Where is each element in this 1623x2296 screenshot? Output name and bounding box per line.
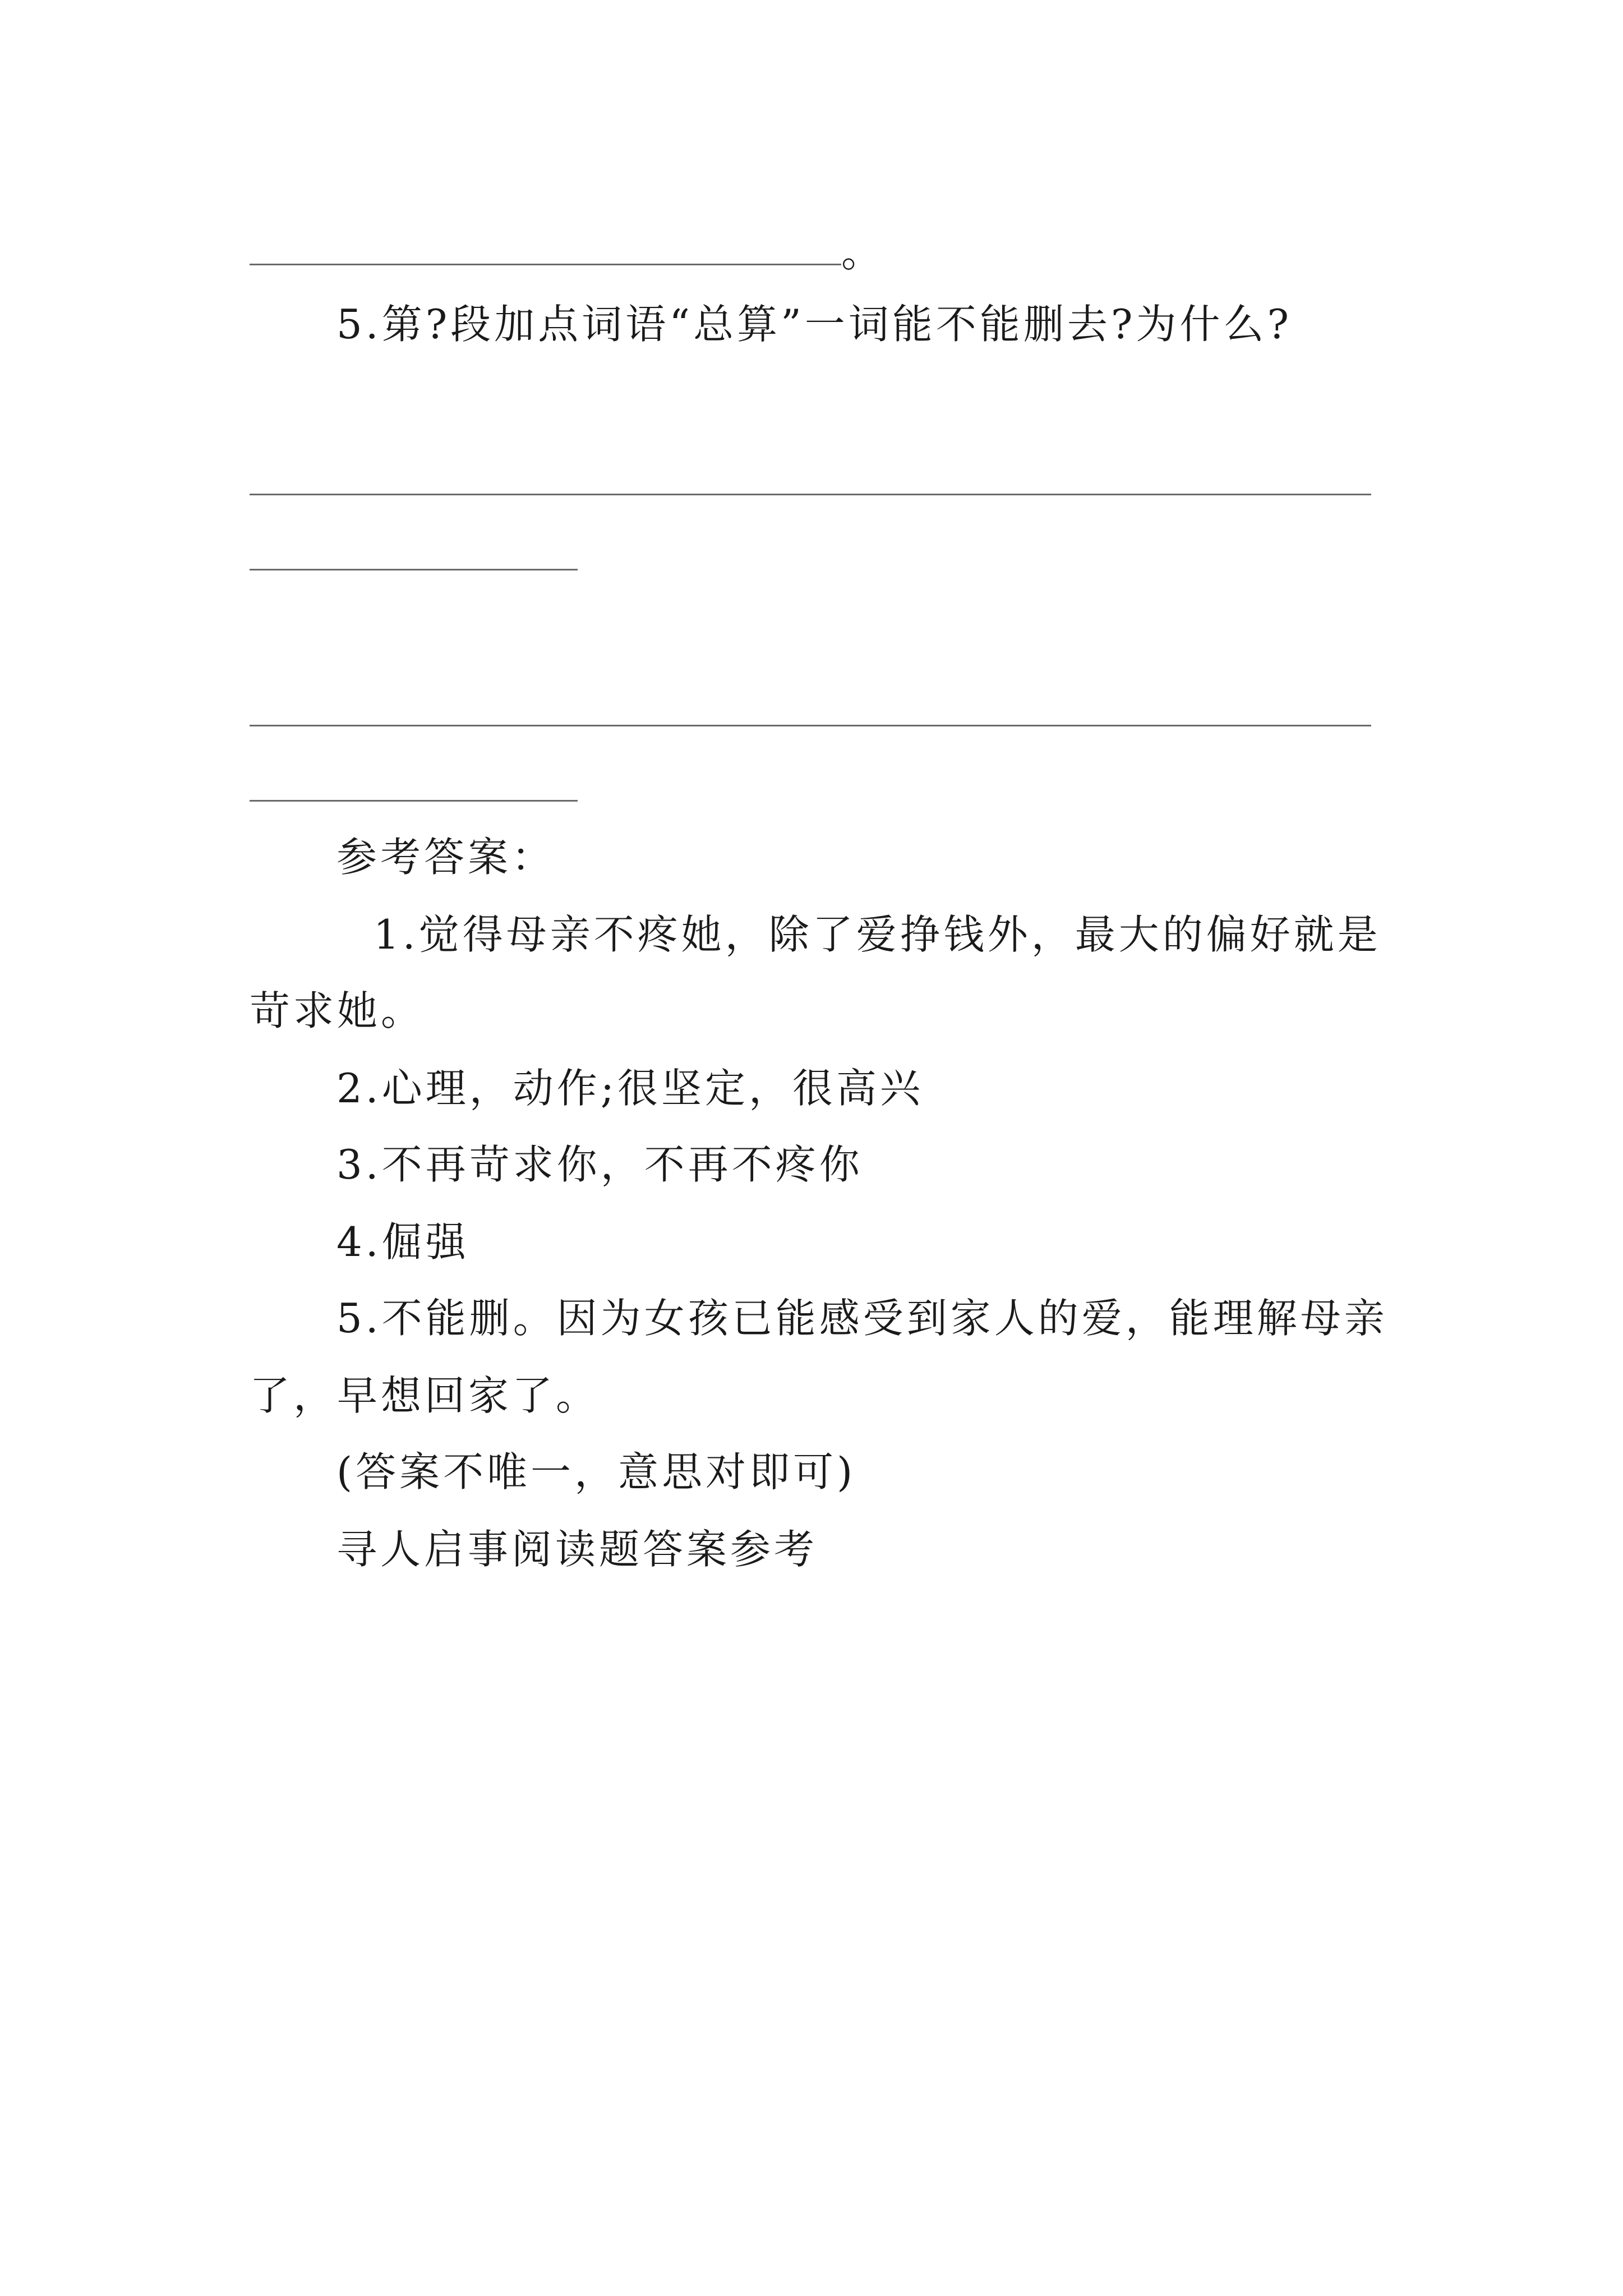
answer-blank-line bbox=[250, 494, 1371, 495]
answer-1-line-2: 苛求她。 bbox=[250, 987, 425, 1034]
answer-3: 3.不再苛求你，不再不疼你 bbox=[336, 1141, 863, 1188]
answer-note: (答案不唯一，意思对即可) bbox=[336, 1448, 856, 1496]
answers-heading: 参考答案： bbox=[336, 834, 556, 881]
question-5-text: 5.第?段加点词语“总算”一词能不能删去?为什么? bbox=[336, 301, 1293, 348]
answer-blank-line bbox=[250, 569, 578, 570]
answer-1-line-1: 1.觉得母亲不疼她，除了爱挣钱外，最大的偏好就是 bbox=[374, 911, 1381, 958]
answer-blank-line bbox=[250, 725, 1371, 726]
answer-2: 2.心理，动作;很坚定，很高兴 bbox=[336, 1065, 924, 1112]
answer-4: 4.倔强 bbox=[336, 1218, 469, 1266]
blank-period: 。 bbox=[841, 229, 882, 276]
answer-blank-line bbox=[250, 264, 841, 265]
answer-blank-line bbox=[250, 800, 578, 802]
answer-5-line-1: 5.不能删。因为女孩已能感受到家人的爱，能理解母亲 bbox=[336, 1295, 1388, 1342]
answer-5-line-2: 了，早想回家了。 bbox=[250, 1372, 600, 1419]
document-footer-title: 寻人启事阅读题答案参考 bbox=[336, 1526, 818, 1573]
